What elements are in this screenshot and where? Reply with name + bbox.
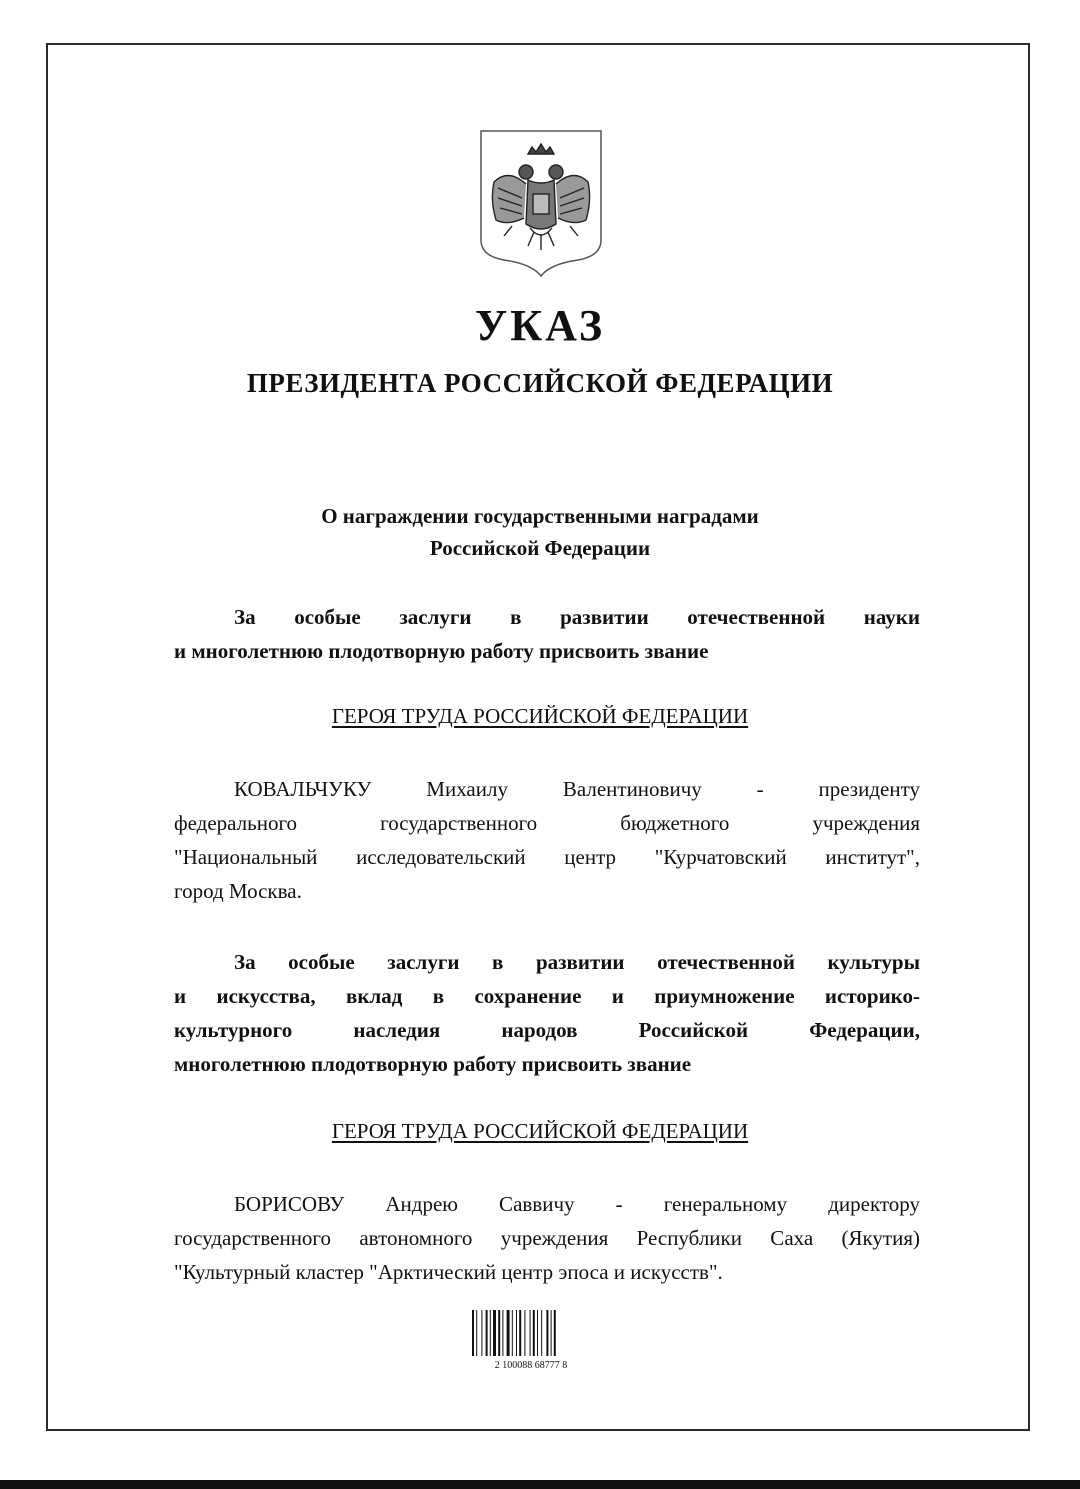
section2-recipient (174, 1187, 920, 1289)
recipient-line: "Культурный кластер "Арктический центр эпоса и искусств". (174, 1260, 723, 1284)
section1-recipient (174, 772, 920, 908)
heading-line: Российской Федерации (429, 536, 651, 560)
barcode-bar (502, 1310, 503, 1356)
barcode-bar (551, 1310, 552, 1356)
section2-award-title: ГЕРОЯ ТРУДА РОССИЙСКОЙ ФЕДЕРАЦИИ (331, 1119, 749, 1143)
preamble-line: многолетнюю плодотворную работу присвоить звание (174, 1052, 692, 1076)
document-title: УКАЗ (474, 301, 606, 350)
barcode-bar (498, 1310, 500, 1356)
recipient-line: федерального государственного бюджетного учреждения (174, 811, 920, 835)
barcode-bar (472, 1310, 474, 1356)
barcode-bar (512, 1310, 513, 1356)
barcode-bar (537, 1310, 538, 1356)
barcode-bar (541, 1310, 542, 1356)
barcode-bar (546, 1310, 548, 1356)
document-subtitle: ПРЕЗИДЕНТА РОССИЙСКОЙ ФЕДЕРАЦИИ (246, 368, 834, 398)
document-heading (0, 500, 1080, 564)
recipient-line: государственного автономного учреждения Республики Саха (Якутия) (174, 1226, 920, 1250)
barcode-bar (530, 1310, 531, 1356)
barcode-bar (524, 1310, 525, 1356)
barcode-bar (486, 1310, 488, 1356)
barcode-bar (481, 1310, 482, 1356)
heading-line: О награждении государственными наградами (321, 504, 759, 528)
barcode-bar (519, 1310, 521, 1356)
preamble-line: и многолетнюю плодотворную работу присвоить звание (174, 639, 709, 663)
coat-of-arms-icon (478, 128, 604, 278)
preamble-line: За особые заслуги в развитии отечественной культуры (234, 950, 920, 974)
barcode-bar (554, 1310, 556, 1356)
recipient-line: "Национальный исследовательский центр "Курчатовский институт", (174, 845, 920, 869)
section1-preamble (174, 600, 920, 668)
barcode-bars (472, 1310, 556, 1356)
bottom-bar (0, 1480, 1080, 1489)
preamble-line: культурного наследия народов Российской Федерации, (174, 1018, 920, 1042)
barcode-bar (490, 1310, 491, 1356)
barcode-bar (516, 1310, 517, 1356)
barcode-number: 2 100088 68777 8 (494, 1360, 568, 1370)
recipient-line: БОРИСОВУ Андрею Саввичу - генеральному директору (234, 1192, 920, 1216)
barcode-bar (533, 1310, 535, 1356)
recipient-line: город Москва. (174, 879, 302, 903)
preamble-line: За особые заслуги в развитии отечественной науки (234, 605, 920, 629)
section2-preamble (174, 945, 920, 1081)
barcode (466, 1300, 596, 1370)
recipient-line: КОВАЛЬЧУКУ Михаилу Валентиновичу - президенту (234, 777, 920, 801)
preamble-line: и искусства, вклад в сохранение и приумножение историко- (174, 984, 920, 1008)
barcode-bar (476, 1310, 477, 1356)
barcode-bar (493, 1310, 496, 1356)
section1-award-title: ГЕРОЯ ТРУДА РОССИЙСКОЙ ФЕДЕРАЦИИ (331, 704, 749, 728)
barcode-bar (507, 1310, 510, 1356)
